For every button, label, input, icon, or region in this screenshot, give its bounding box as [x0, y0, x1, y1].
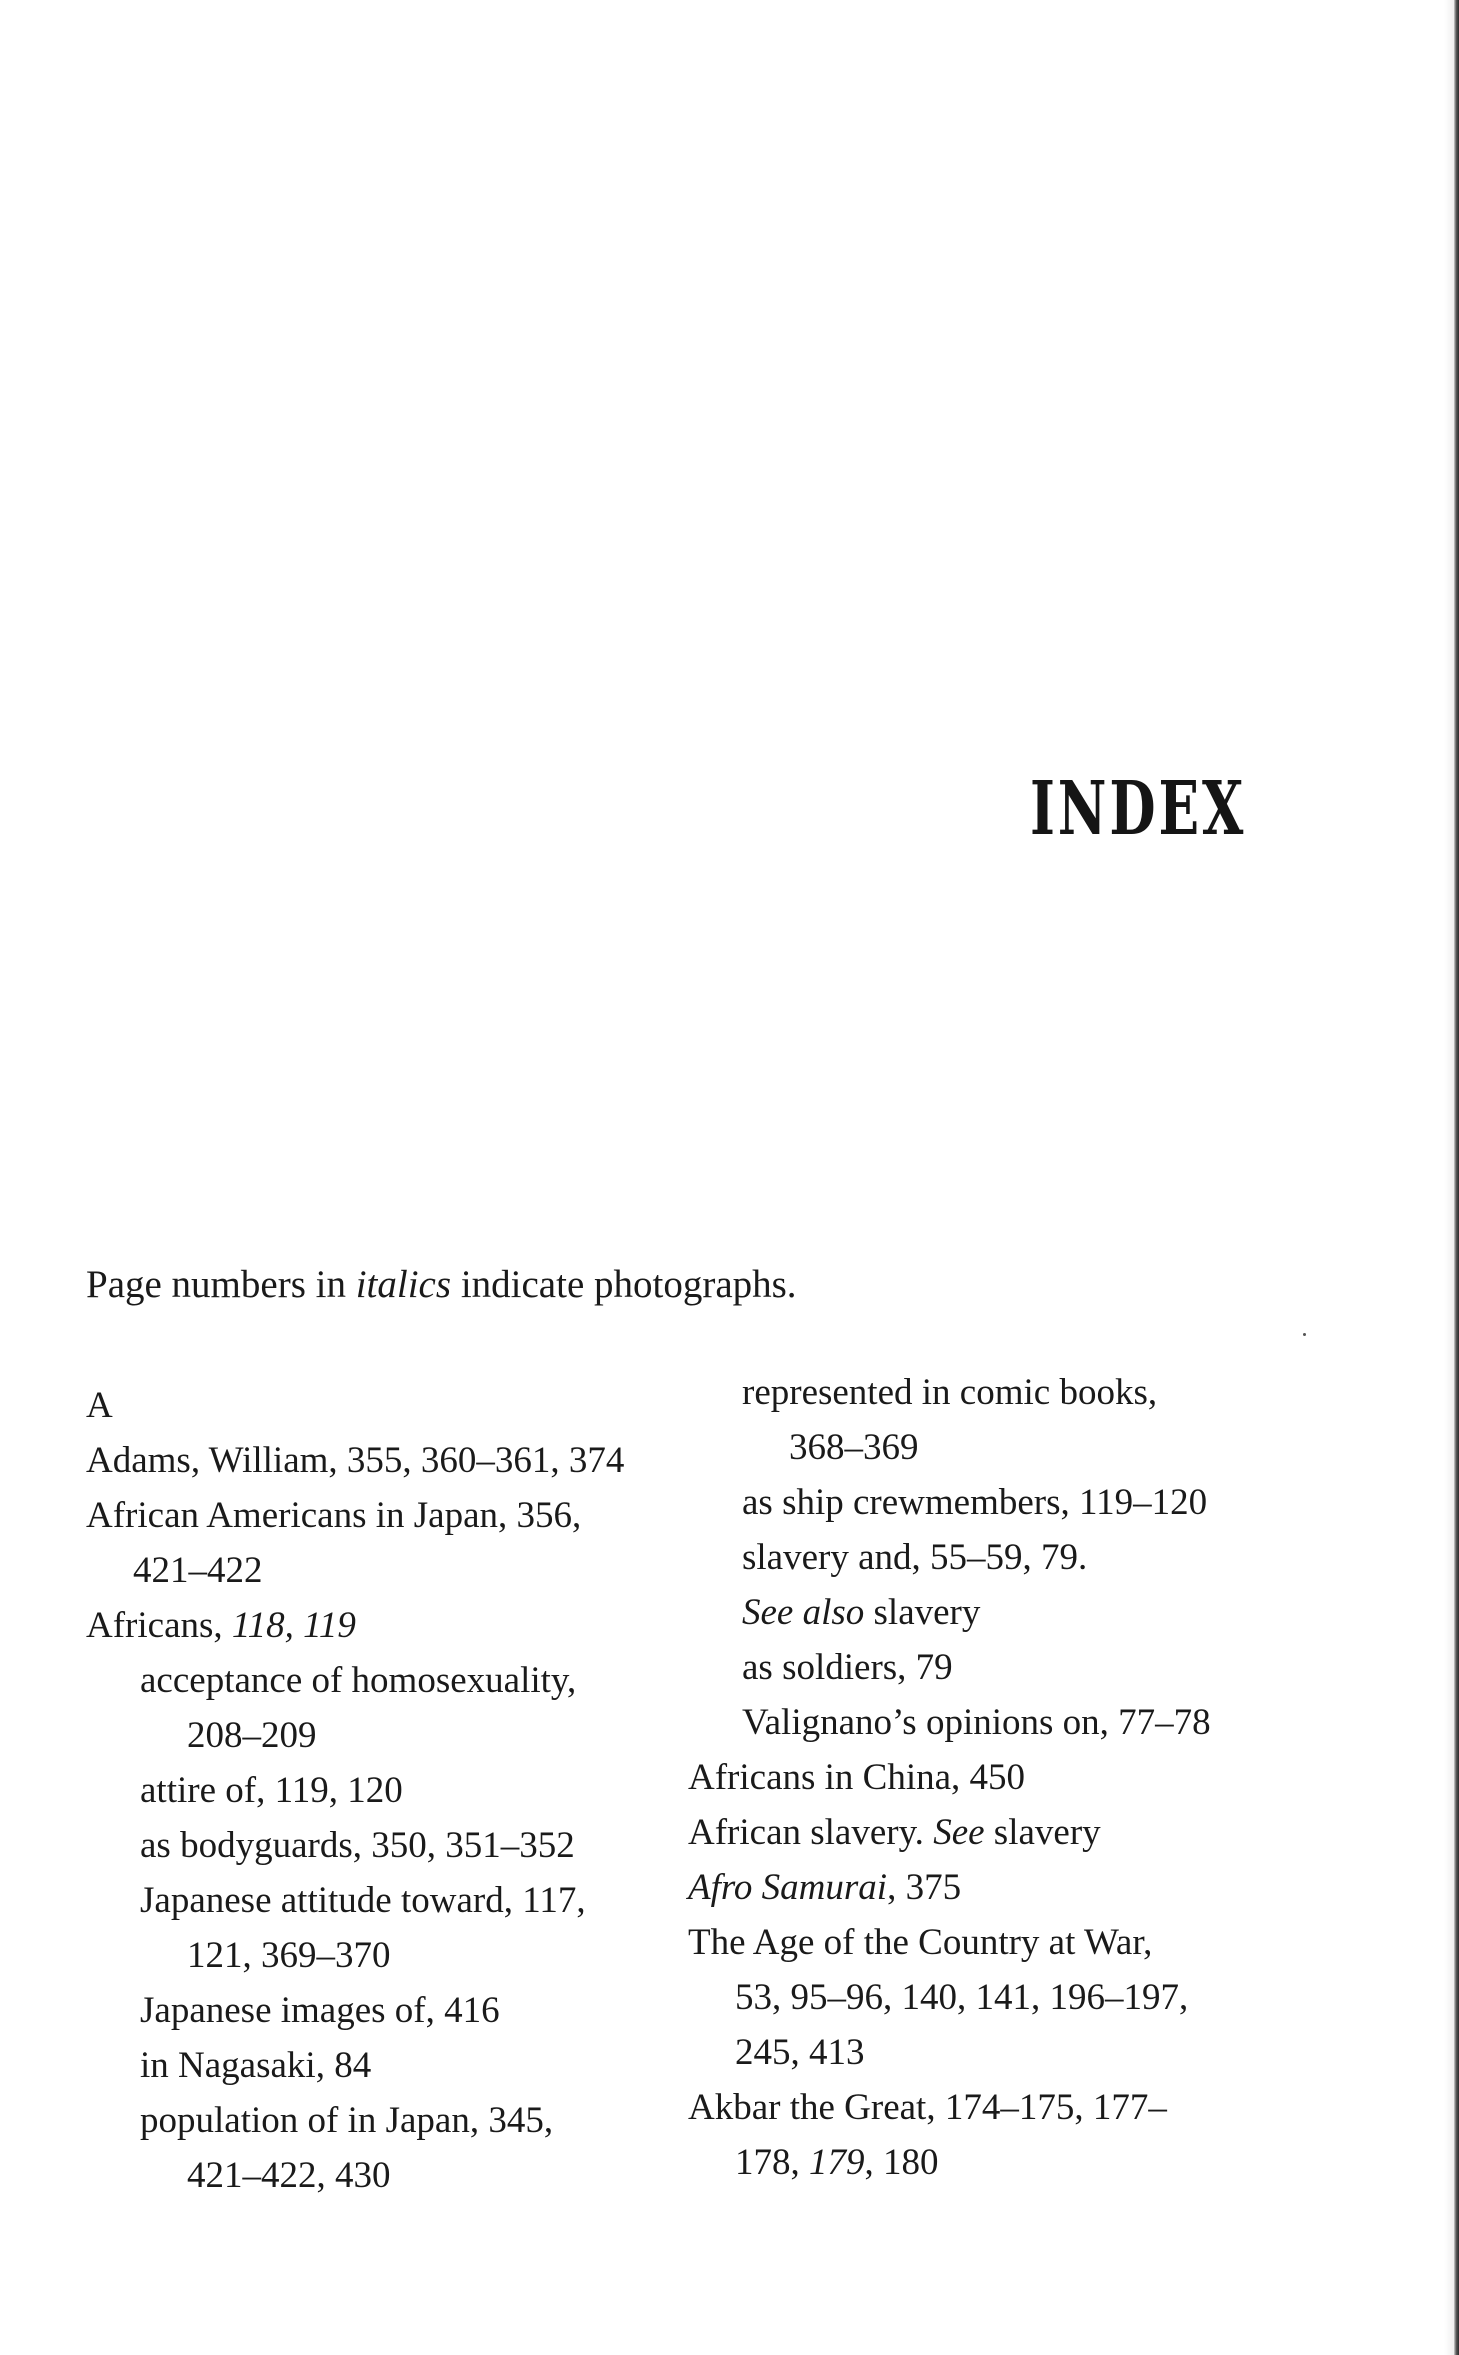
see-italic: See: [933, 1812, 985, 1853]
index-entry: [86, 1598, 686, 1653]
index-entry: Africans in China, 450: [688, 1757, 1026, 1798]
index-subentry: as bodyguards, 350, 351–352: [140, 1825, 575, 1866]
note-text-end: indicate photographs.: [451, 1263, 797, 1306]
index-column-right: [688, 1365, 1328, 2190]
see-also-italic: See also: [742, 1592, 865, 1633]
speck: [1303, 1333, 1306, 1336]
index-subentry: represented in comic books,: [742, 1372, 1158, 1413]
index-cross-reference: [688, 1585, 1328, 1640]
cross-reference-target: slavery: [984, 1812, 1101, 1853]
index-subentry: acceptance of homosexuality,: [140, 1660, 577, 1701]
index-subentry: attire of, 119, 120: [140, 1770, 403, 1811]
index-subentry-continuation: 421–422, 430: [187, 2155, 391, 2196]
index-entry-continuation: 245, 413: [735, 2032, 865, 2073]
entry-italic-pages: 179: [809, 2142, 865, 2183]
index-subentry: population of in Japan, 345,: [140, 2100, 554, 2141]
index-entry: [688, 1805, 1328, 1860]
entry-pages: , 180: [864, 2142, 939, 2183]
index-entry: [688, 1860, 1328, 1915]
page-edge: [1454, 0, 1459, 2355]
index-entry-continuation: 53, 95–96, 140, 141, 196–197,: [735, 1977, 1189, 2018]
page-title: INDEX: [1030, 766, 1247, 852]
entry-text: African slavery.: [688, 1812, 934, 1853]
cross-reference-target: slavery: [864, 1592, 981, 1633]
entry-italic-pages: 118, 119: [231, 1605, 356, 1646]
entry-italic-title: Afro Samurai: [688, 1867, 888, 1908]
index-subentry-continuation: 368–369: [789, 1427, 919, 1468]
page-edge-shadow: [1444, 0, 1454, 2355]
index-subentry: Valignano’s opinions on, 77–78: [742, 1702, 1211, 1743]
index-column-left: [86, 1378, 686, 2203]
index-subentry: as ship crewmembers, 119–120: [742, 1482, 1208, 1523]
index-subentry: in Nagasaki, 84: [140, 2045, 372, 2086]
index-subentry: Japanese images of, 416: [140, 1990, 500, 2031]
index-entry: The Age of the Country at War,: [688, 1922, 1153, 1963]
note-text: Page numbers in: [86, 1263, 356, 1306]
index-subentry: slavery and, 55–59, 79.: [742, 1537, 1088, 1578]
section-letter: A: [86, 1385, 113, 1426]
entry-pages: 178,: [735, 2142, 809, 2183]
index-note: [86, 1262, 797, 1309]
entry-pages: , 375: [887, 1867, 962, 1908]
index-subentry-continuation: 208–209: [187, 1715, 317, 1756]
note-italic: italics: [355, 1263, 452, 1306]
index-entry: African Americans in Japan, 356,: [86, 1495, 582, 1536]
index-subentry: Japanese attitude toward, 117,: [140, 1880, 586, 1921]
index-entry: Adams, William, 355, 360–361, 374: [86, 1440, 625, 1481]
entry-text: Africans,: [86, 1605, 232, 1646]
index-entry-continuation: 421–422: [133, 1550, 263, 1591]
index-subentry: as soldiers, 79: [742, 1647, 953, 1688]
index-entry: Akbar the Great, 174–175, 177–: [688, 2087, 1167, 2128]
index-subentry-continuation: 121, 369–370: [187, 1935, 391, 1976]
index-entry-continuation: [688, 2135, 1328, 2190]
